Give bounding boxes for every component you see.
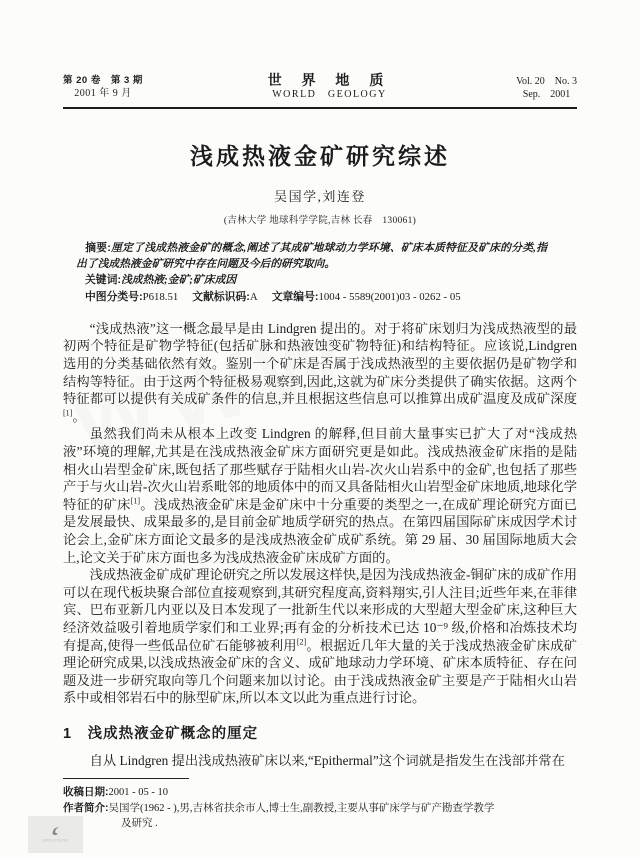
- volume-issue-en: Vol. 20 No. 3: [516, 75, 577, 87]
- article-body: [63, 320, 577, 707]
- author-bio-line: [63, 801, 577, 832]
- footnote-block: [63, 778, 577, 832]
- date-en: Sep. 2001: [522, 88, 571, 100]
- received-date-label: 收稿日期:: [63, 786, 109, 799]
- section-1-body: [63, 752, 577, 770]
- abstract-label: 摘要:: [85, 242, 111, 254]
- page-content: [63, 0, 577, 832]
- keywords-text: 浅成热液;金矿;矿床成因: [121, 274, 237, 287]
- received-date-value: 2001 - 05 - 10: [108, 787, 168, 799]
- journal-title-en: WORLD GEOLOGY: [272, 89, 387, 100]
- keywords-label: 关键词:: [85, 274, 121, 287]
- author-bio-text: 吴国学(1962 - ),男,吉林省扶余市人,博士生,副教授,主要从事矿床学与矿产勘查学教学: [108, 802, 495, 814]
- article-meta-block: [76, 240, 547, 305]
- section-1-heading: 1 浅成热液金矿概念的厘定: [63, 725, 259, 742]
- body-paragraph-3: 浅成热液金矿成矿理论研究之所以发展这样快,是因为浅成热液金-铜矿床的成矿作用可以在现代板块聚合部位直接观察到,其研究程度高,资料翔实,引人注目;近些年来,在菲律宾、巴布亚新几内亚以及日本发现了一批新生代以来形成的大型超大型金矿床,这种巨大经济效益吸引着地质学家们和工业界;再有金的分析技术已达 10⁻⁹ 级,价格和冶炼技术均有提高,使得一些低品位矿石能够被利用[2]。根据近几年大量的关于浅成热液金矿床成矿理论研究成果,以浅成热液金矿床的含义、成矿地球动力学环境、矿床本质特征、存在问题及进一步研究取向等几个问题来加以讨论。由于浅成热液金矿主要是产于陆相火山岩系中或相邻岩石中的脉型矿床,所以本文以此为重点进行讨论。: [63, 567, 578, 706]
- footnote-rule: [63, 778, 189, 779]
- abstract: [76, 240, 547, 272]
- journal-header: [63, 73, 577, 102]
- clc-label: 中图分类号:: [85, 290, 143, 303]
- author-bio-text-2: 及研究 .: [121, 818, 158, 830]
- doc-code-label: 文献标识码:: [192, 290, 250, 303]
- received-date-line: [63, 785, 577, 801]
- volume-issue-cn: 第 20 卷 第 3 期: [63, 75, 143, 86]
- doc-code-value: A: [249, 290, 258, 303]
- header-rule: [63, 107, 577, 109]
- journal-title-cn: 世 界 地 质: [267, 72, 392, 88]
- cnki-watermark-text: www.cnki.net: [42, 836, 69, 842]
- journal-header-center: [268, 73, 392, 102]
- article-affiliation: (吉林大学 地球科学学院,吉林 长春 130061): [223, 216, 417, 226]
- article-id-label: 文章编号:: [271, 290, 319, 303]
- article-authors: 吴国学,刘连登: [274, 189, 366, 204]
- article-title: 浅成热液金矿研究综述: [190, 144, 450, 169]
- journal-header-left: [63, 75, 143, 100]
- cnki-swirl-icon: [49, 824, 63, 838]
- body-paragraph-1: “浅成热液”这一概念最早是由 Lindgren 提出的。对于将矿床划归为浅成热液型的最初两个特征是矿物学特征(包括矿脉和热液蚀变矿物特征)和结构特征。应该说,Lindgren 选用的分类基础依然有效。鉴别一个矿床是否属于浅成热液型的主要依据仍是矿物学和结构等特征。由于这两个特征极易观察到,因此,这就为矿床分类提供了确实依据。这两个特征都可以提供有关成矿条件的信息,并且根据这些信息可以推算出成矿温度及成矿深度[1]。: [63, 320, 577, 424]
- clc-value: P618.51: [142, 290, 179, 303]
- date-cn: 2001 年 9 月: [74, 88, 132, 99]
- author-bio-label: 作者简介:: [63, 801, 109, 814]
- journal-header-right: [516, 75, 577, 101]
- clc-line: [76, 289, 547, 305]
- cnki-watermark-badge: [28, 816, 83, 853]
- keywords: [76, 272, 547, 288]
- section-1-paragraph: 自从 Lindgren 提出浅成热液矿床以来,“Epithermal”这个词就是指发生在浅部并常在: [89, 752, 565, 768]
- abstract-text: 厘定了浅成热液金矿的概念,阐述了其成矿地球动力学环境、矿床本质特征及矿床的分类,指出了浅成热液金矿研究中存在问题及今后的研究取向。: [76, 242, 547, 271]
- body-paragraph-2: 虽然我们尚未从根本上改变 Lindgren 的解释,但目前大量事实已扩大了对“浅成热液”环境的理解,尤其是在浅成热液金矿床方面研究更是如此。浅成热液金矿床指的是陆相火山岩型金矿床,既包括了那些赋存于陆相火山岩-次火山岩系中的金矿,也包括了那些产于与火山岩-次火山岩系毗邻的地质体中的而又具备陆相火山岩型金矿床地质,地球化学特征的矿床[1]。浅成热液金矿床是金矿床中十分重要的类型之一,在成矿理论研究方面已是发展最快、成果最多的,是目前金矿地质学研究的热点。在第四届国际矿床成因学术讨论会上,金矿床方面论文最多的是浅成热液金矿成矿系统。第 29 届、30 届国际地质大会上,论文关于矿床方面也多为浅成热液金矿床成矿方面的。: [63, 426, 577, 565]
- article-id-value: 1004 - 5589(2001)03 - 0262 - 05: [318, 290, 461, 303]
